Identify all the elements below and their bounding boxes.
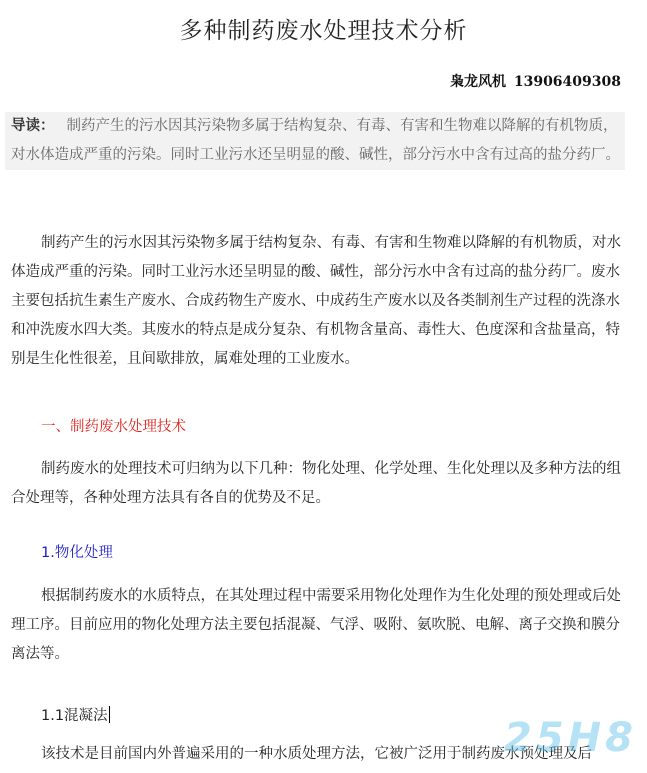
text-cursor: [109, 706, 110, 723]
paragraph-physicochemical: 根据制药废水的水质特点，在其处理过程中需要采用物化处理作为生化处理的预处理或后处理工序。目前应用的物化处理方法主要包括混凝、气浮、吸附、氨吹脱、电解、离子交换和膜分离法等。: [11, 588, 621, 662]
subsubsection-heading[interactable]: [41, 704, 110, 725]
author-phone: 13906409308: [513, 74, 621, 90]
paragraph-intro: 制药产生的污水因其污染物多属于结构复杂、有毒、有害和生物难以降解的有机物质，对水体造成严重的污染。同时工业污水还呈明显的酸、碱性，部分污水中含有过高的盐分药厂。废水主要包括抗生素生产废水、合成药物生产废水、中成药生产废水以及各类制剂生产过程的洗涤水和冲洗废水四大类。其废水的特点是成分复杂、有机物含量高、毒性大、色度深和含盐量高，特别是生化性很差，且间歇排放，属难处理的工业废水。: [11, 235, 621, 367]
lead-summary: [5, 112, 625, 170]
site-watermark-logo: 25H8: [504, 715, 637, 761]
lead-text: 制药产生的污水因其污染物多属于结构复杂、有毒、有害和生物难以降解的有机物质，对水体造成严重的污染。同时工业污水还呈明显的酸、碱性，部分污水中含有过高的盐分药厂。: [11, 118, 620, 163]
author-byline: [450, 71, 621, 91]
paragraph-coagulation: 该技术是目前国内外普遍采用的一种水质处理方法，它被广泛用于制药废水预处理及后: [41, 746, 592, 762]
section-heading: 一、制药废水处理技术: [41, 419, 186, 435]
subsubsection-heading-text: 1.1混凝法: [41, 708, 108, 724]
subsection-heading: 1.物化处理: [41, 545, 113, 561]
author-name: 枭龙风机: [449, 74, 506, 90]
paragraph-overview: 制药废水的处理技术可归纳为以下几种：物化处理、化学处理、生化处理以及多种方法的组合处理等，各种处理方法具有各自的优势及不足。: [11, 461, 621, 506]
article-title: 多种制药废水处理技术分析: [179, 18, 468, 44]
lead-label: 导读：: [11, 118, 55, 134]
